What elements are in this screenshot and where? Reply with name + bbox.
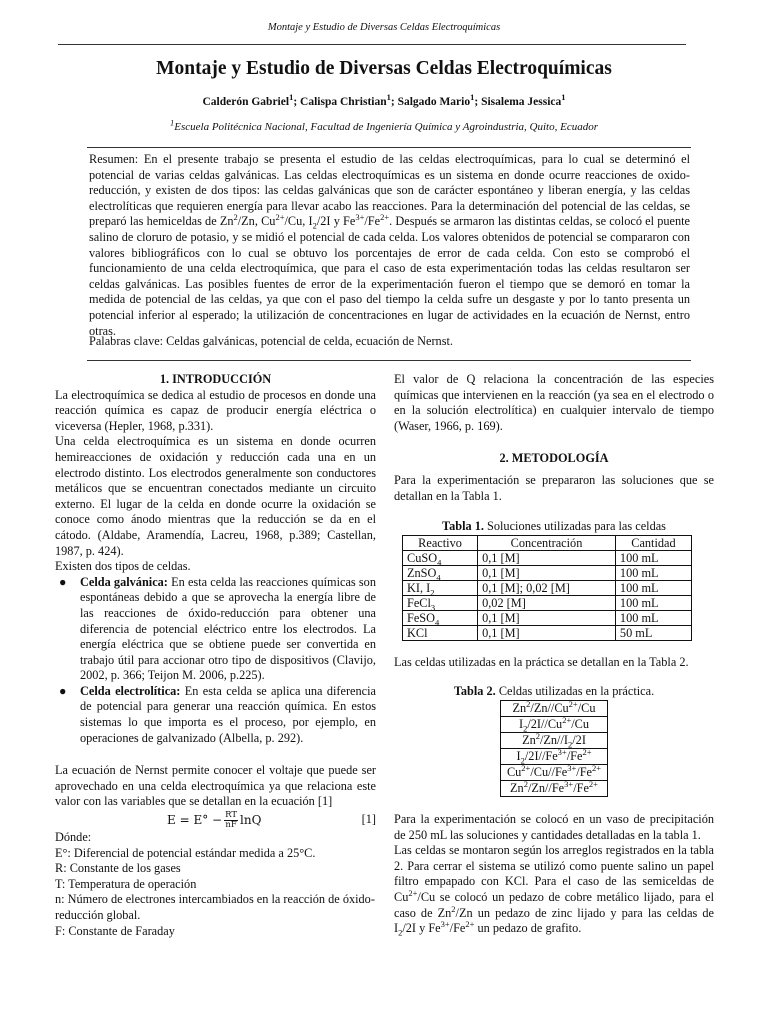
author-name: Calispa Christian: [300, 96, 387, 108]
equation-body: [167, 811, 261, 830]
affil-mark: 1: [170, 117, 175, 128]
table-header-cell: Reactivo: [403, 535, 478, 550]
author-affil-mark: 1: [386, 92, 391, 103]
abstract-text: /Cu, I: [284, 214, 313, 229]
definition-item: n: Número de electrones intercambiados en la reacción de óxido-reducción global.: [55, 892, 375, 922]
author-name: Calderón Gabriel: [202, 96, 290, 108]
paper-title: Montaje y Estudio de Diversas Celdas Electroquímicas: [156, 58, 612, 79]
fraction-denominator: nF: [225, 820, 237, 831]
table-cell: 0,1 [M]: [478, 565, 616, 580]
equation-number: [1]: [361, 812, 376, 827]
table-cell: $Cu^{2+}/Cu//Fe^{3+}/Fe^{2+}$: [500, 764, 607, 780]
equation-rhs: lnQ: [240, 813, 262, 828]
nernst-equation: [55, 810, 376, 830]
list-item-text: En esta celda las reacciones químicas son espontáneas debido a que se aprovecha la energía libre de las reacciones de óxido-reducción para obtener una diferencia de potencial eléctrico entre los electrodos. La energía eléctrica que se obtiene puede ser convertida en trabajo útil para accionar otro tipo de dispositivos (Clavijo, 2002, p. 366; Teijon M. 2006, p.225).: [80, 574, 376, 683]
author-list: [0, 92, 768, 108]
table-cell: 0,1 [M]: [478, 550, 616, 565]
table-row: [403, 595, 692, 610]
table-cell: $Zn^2/Zn//Cu^{2+}/Cu$: [500, 700, 607, 716]
table2: [500, 700, 608, 797]
abstract-text: /Zn, Cu: [237, 214, 276, 229]
table-cell: FeCl$_3$: [403, 595, 478, 610]
table-header-row: [403, 535, 692, 550]
abstract-sup: 2+: [275, 212, 285, 223]
author-affil-mark: 1: [289, 92, 294, 103]
author-sep: ;: [474, 96, 482, 108]
table-cell: 0,1 [M]: [478, 625, 616, 640]
table-row: [403, 625, 692, 640]
where-label: Dónde:: [55, 830, 92, 845]
caption-label: Tabla 2.: [453, 684, 496, 699]
table-row: [403, 550, 692, 565]
caption-label: Tabla 1.: [442, 519, 484, 534]
left-column: [55, 372, 376, 939]
definition-item: T: Temperatura de operación: [55, 876, 197, 891]
table-cell: KI, $I_2$: [403, 580, 478, 595]
section-heading-introduction: 1. INTRODUCCIÓN: [159, 372, 272, 386]
equation-lhs: E = E° −: [167, 813, 223, 828]
intro-paragraph: Una celda electroquímica es un sistema en donde ocurren hemireacciones de oxidación y reducción cada una en un electrodo distinto. Los electrodos generalmente son conductores metálicos que se encuentran conectados mediante un circuito externo. El lugar de la celda en donde ocurre la oxidación se conoce como ánodo mientras que la reducción se da en el cátodo. (Aldabe, Aramendía, Lacreu, 1968, p.389; Castellan, 1987, p. 424).: [55, 434, 376, 558]
caption-text: Soluciones utilizadas para las celdas: [483, 519, 666, 534]
affil-text: Escuela Politécnica Nacional, Facultad de Ingeniería Química y Agroindustria, Quito, Ecuador: [174, 121, 598, 133]
table2-caption: [394, 684, 714, 700]
abstract-paragraph: [89, 152, 690, 339]
table-cell: CuSO$_4$: [403, 550, 478, 565]
table-row: [500, 732, 607, 748]
section-heading-methodology: 2. METODOLOGÍA: [499, 451, 609, 466]
definition-item: E°: Diferencial de potencial estándar medida a 25°C.: [55, 845, 316, 860]
table1: [402, 535, 692, 641]
table-row: [403, 580, 692, 595]
abstract-text: . Después se armaron las distintas celdas, se colocó el puente salino de cloruro de potasio, y se midió el potencial de cada celda. Los valores obtenidos de potencial se compararon con valores bibliográficos con lo cual se obtuvo los porcentajes de error de cada celda. Con esto se comprobó el funcionamiento de una celda electroquímica, que para el caso de esta experimentación todas las celdas resultaron ser celdas galvánicas. Las posibles fuentes de error de la experimentación fueron el tiempo que se demoró en tomar la medida de potencial de las celdas, ya que con el paso del tiempo la celda sufre un desgaste y por lo tanto presenta un potencial inferior al esperado; la utilización de concentraciones en lugar de actividades en la ecuación de Nernst, entro otras.: [89, 214, 690, 338]
intro-paragraph: La electroquímica se dedica al estudio de procesos en donde una reacción química es capaz de producir energía eléctrica o viceversa (Hepler, 1968, p.331).: [55, 387, 376, 433]
table-cell: 100 mL: [615, 550, 691, 565]
table-cell: 0,1 [M]: [478, 610, 616, 625]
table-row: [500, 700, 607, 716]
author-affil-mark: 1: [470, 92, 475, 103]
table-cell: 100 mL: [615, 580, 691, 595]
method-paragraph: Para la experimentación se prepararon las soluciones que se detallan en la Tabla 1.: [394, 472, 714, 503]
bullet-icon: ●: [59, 574, 67, 589]
table1-caption: [394, 519, 714, 535]
list-item-label: Celda galvánica:: [80, 574, 168, 589]
table-cell: 0,1 [M]; 0,02 [M]: [478, 580, 616, 595]
table-cell: $Zn^2/Zn//I_2/2I$: [500, 732, 607, 748]
intro-paragraph: Existen dos tipos de celdas.: [55, 559, 191, 574]
table-cell: 100 mL: [615, 610, 691, 625]
list-item: [55, 684, 376, 746]
method-paragraph: Las celdas se montaron según los arreglos registrados en la tabla 2. Para cerrar el sistema se utilizó como puente salino un papel filtro empapado con KCl. Para el caso de las semiceldas de $Cu^{2+}/Cu$ se colocó un pedazo de cobre metálico lijado, para el caso de Zn$^2$/Zn un pedazo de zinc lijado y para las celdas de $I_2/2I$ y $Fe^{3+}/Fe^{2+}$ un pedazo de grafito.: [394, 843, 715, 938]
keywords: Palabras clave: Celdas galvánicas, potencial de celda, ecuación de Nernst.: [89, 334, 453, 348]
fraction-numerator: RT: [225, 810, 237, 821]
abstract-sup: 2: [233, 212, 238, 223]
author-sep: ;: [293, 96, 301, 108]
abstract-sup: 2+: [380, 212, 390, 223]
abstract: [89, 152, 690, 339]
q-paragraph: El valor de Q relaciona la concentración de las especies químicas que intervienen en la reacción (ya sea en el electrodo o en la solución electrolítica) en cualquier intervalo de tiempo (Waser, 1966, p. 169).: [394, 372, 714, 433]
table-row: [403, 610, 692, 625]
cell-types-list: [55, 575, 376, 747]
table-header-cell: Concentración: [478, 535, 616, 550]
bullet-icon: ●: [59, 683, 67, 698]
table-cell: ZnSO$_4$: [403, 565, 478, 580]
table-cell: $Zn^2/Zn//Fe^{3+}/Fe^{2+}$: [500, 780, 607, 796]
author-name: Salgado Mario: [397, 96, 471, 108]
table-cell: FeSO$_4$: [403, 610, 478, 625]
table-cell: 50 mL: [615, 625, 691, 640]
abstract-bottom-rule: [87, 360, 691, 361]
table-cell: $I_2/2I//Fe^{3+}/Fe^{2+}$: [500, 748, 607, 764]
author-affil-mark: 1: [561, 92, 566, 103]
nernst-paragraph: La ecuación de Nernst permite conocer el voltaje que puede ser aprovechado en una celda electroquímica ya que relaciona este valor con las variables que se detallan en la ecuación [1]: [55, 763, 376, 809]
table-header-cell: Cantidad: [615, 535, 691, 550]
abstract-top-rule: [87, 147, 691, 148]
author-name: Sisalema Jessica: [481, 96, 562, 108]
affiliation: [0, 117, 768, 133]
abstract-text: /Fe: [364, 214, 381, 229]
abstract-text: Resumen: En el presente trabajo se presenta el estudio de las celdas electroquímicas, para lo cual se determinó el potencial de varias celdas galvánicas. Las celdas electroquímicas es un sistema en donde ocurre reacciones de oxido-reducción, y existen de dos tipos: las celdas galvánicas que son de carácter espontáneo y liberan energía, y las celdas electrolíticas que requieren energía para llevar acabo las reacciones. Para la determinación del potencial de las celdas, se preparó las hemiceldas de Zn: [89, 152, 690, 229]
right-column: [394, 372, 714, 937]
table-row: [500, 716, 607, 732]
list-item: [55, 575, 376, 684]
table-cell: $I_2/2I//Cu^{2+}/Cu$: [500, 716, 607, 732]
table-cell: 100 mL: [615, 565, 691, 580]
author-sep: ;: [390, 96, 398, 108]
abstract-sup: 3+: [355, 212, 365, 223]
table-row: [403, 565, 692, 580]
equation-fraction: [224, 811, 238, 830]
table-row: [500, 780, 607, 796]
running-head: Montaje y Estudio de Diversas Celdas Electroquímicas: [267, 22, 501, 33]
definition-item: F: Constante de Faraday: [55, 923, 175, 938]
abstract-sub: 2: [312, 220, 317, 231]
method-paragraph: Para la experimentación se colocó en un vaso de precipitación de 250 mL las soluciones y cantidades detalladas en la tabla 1.: [394, 811, 714, 842]
method-paragraph: Las celdas utilizadas en la práctica se detallan en la Tabla 2.: [394, 654, 689, 669]
table-cell: 100 mL: [615, 595, 691, 610]
list-item-label: Celda electrolítica:: [80, 683, 181, 698]
abstract-text: /2I y Fe: [316, 214, 356, 229]
table-cell: 0,02 [M]: [478, 595, 616, 610]
table-cell: KCl: [403, 625, 478, 640]
header-divider: [58, 44, 686, 45]
definition-item: R: Constante de los gases: [55, 861, 181, 876]
caption-text: Celdas utilizadas en la práctica.: [495, 684, 655, 699]
list-item-text: En esta celda se aplica una diferencia de potencial para generar una reacción química. En estos sistemas lo que importa es el proceso, por ejemplo, en operaciones de galvanizado (Albella, p. 292).: [80, 683, 376, 745]
